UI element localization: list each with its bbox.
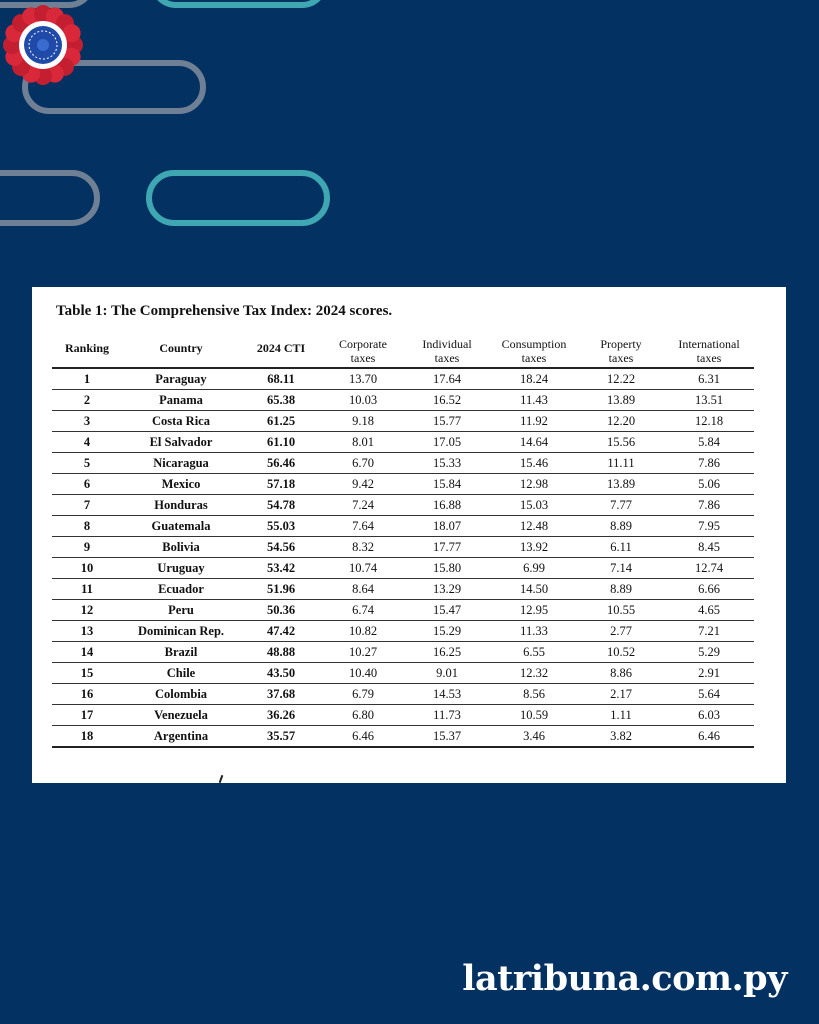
cell-individual: 15.77 xyxy=(404,411,490,432)
cell-international: 6.31 xyxy=(664,368,754,390)
cell-consumption: 15.46 xyxy=(490,453,578,474)
header-country: Country xyxy=(122,331,240,368)
cell-consumption: 10.59 xyxy=(490,705,578,726)
cell-corporate: 8.64 xyxy=(322,579,404,600)
cell-cti: 50.36 xyxy=(240,600,322,621)
cell-country: Peru xyxy=(122,600,240,621)
cell-consumption: 15.03 xyxy=(490,495,578,516)
score-table xyxy=(52,331,754,748)
cell-international: 7.95 xyxy=(664,516,754,537)
cell-property: 3.82 xyxy=(578,726,664,748)
cell-ranking: 13 xyxy=(52,621,122,642)
cell-country: Brazil xyxy=(122,642,240,663)
cell-international: 7.86 xyxy=(664,495,754,516)
cell-individual: 15.80 xyxy=(404,558,490,579)
table-row xyxy=(52,558,754,579)
cell-property: 7.14 xyxy=(578,558,664,579)
cell-ranking: 6 xyxy=(52,474,122,495)
table-row xyxy=(52,411,754,432)
cell-corporate: 9.42 xyxy=(322,474,404,495)
cell-ranking: 5 xyxy=(52,453,122,474)
cell-individual: 15.29 xyxy=(404,621,490,642)
cell-consumption: 18.24 xyxy=(490,368,578,390)
cell-ranking: 17 xyxy=(52,705,122,726)
cell-corporate: 10.27 xyxy=(322,642,404,663)
cell-consumption: 12.32 xyxy=(490,663,578,684)
cell-international: 7.86 xyxy=(664,453,754,474)
cell-property: 10.52 xyxy=(578,642,664,663)
cell-ranking: 15 xyxy=(52,663,122,684)
cell-individual: 15.37 xyxy=(404,726,490,748)
cell-corporate: 7.64 xyxy=(322,516,404,537)
cell-international: 6.66 xyxy=(664,579,754,600)
cell-international: 12.18 xyxy=(664,411,754,432)
cell-property: 13.89 xyxy=(578,390,664,411)
header-international: International taxes xyxy=(664,331,754,368)
cell-international: 5.64 xyxy=(664,684,754,705)
table-row xyxy=(52,705,754,726)
cell-country: Costa Rica xyxy=(122,411,240,432)
cell-property: 2.17 xyxy=(578,684,664,705)
cell-ranking: 4 xyxy=(52,432,122,453)
cell-ranking: 11 xyxy=(52,579,122,600)
table-row xyxy=(52,495,754,516)
cell-country: Paraguay xyxy=(122,368,240,390)
cell-international: 12.74 xyxy=(664,558,754,579)
cell-cti: 54.56 xyxy=(240,537,322,558)
cell-property: 12.20 xyxy=(578,411,664,432)
cell-cti: 37.68 xyxy=(240,684,322,705)
cell-individual: 11.73 xyxy=(404,705,490,726)
cell-property: 12.22 xyxy=(578,368,664,390)
cell-international: 2.91 xyxy=(664,663,754,684)
cell-individual: 14.53 xyxy=(404,684,490,705)
cell-property: 13.89 xyxy=(578,474,664,495)
cell-country: Dominican Rep. xyxy=(122,621,240,642)
header-cti: 2024 CTI xyxy=(240,331,322,368)
cell-property: 2.77 xyxy=(578,621,664,642)
table-row xyxy=(52,684,754,705)
cell-cti: 61.25 xyxy=(240,411,322,432)
cell-ranking: 10 xyxy=(52,558,122,579)
cell-cti: 65.38 xyxy=(240,390,322,411)
cell-ranking: 9 xyxy=(52,537,122,558)
table-row xyxy=(52,453,754,474)
cell-corporate: 6.80 xyxy=(322,705,404,726)
cell-property: 15.56 xyxy=(578,432,664,453)
cell-international: 5.29 xyxy=(664,642,754,663)
cell-property: 1.11 xyxy=(578,705,664,726)
table-row xyxy=(52,516,754,537)
site-domain: latribuna.com.py xyxy=(462,958,787,999)
cell-individual: 13.29 xyxy=(404,579,490,600)
table-row xyxy=(52,474,754,495)
decor-pill-4 xyxy=(0,170,100,226)
cell-corporate: 6.70 xyxy=(322,453,404,474)
table-row xyxy=(52,368,754,390)
cell-corporate: 6.74 xyxy=(322,600,404,621)
cell-individual: 9.01 xyxy=(404,663,490,684)
cell-international: 4.65 xyxy=(664,600,754,621)
cell-individual: 16.25 xyxy=(404,642,490,663)
cell-corporate: 7.24 xyxy=(322,495,404,516)
cell-corporate: 6.79 xyxy=(322,684,404,705)
decor-pill-2 xyxy=(150,0,328,8)
cell-corporate: 9.18 xyxy=(322,411,404,432)
cell-ranking: 7 xyxy=(52,495,122,516)
table-row xyxy=(52,390,754,411)
cell-consumption: 13.92 xyxy=(490,537,578,558)
cell-property: 10.55 xyxy=(578,600,664,621)
table-row xyxy=(52,726,754,748)
cell-ranking: 18 xyxy=(52,726,122,748)
cell-cti: 55.03 xyxy=(240,516,322,537)
cell-country: El Salvador xyxy=(122,432,240,453)
header-property: Property taxes xyxy=(578,331,664,368)
table-row xyxy=(52,621,754,642)
cell-individual: 15.84 xyxy=(404,474,490,495)
cell-property: 6.11 xyxy=(578,537,664,558)
cell-consumption: 14.50 xyxy=(490,579,578,600)
cell-cti: 51.96 xyxy=(240,579,322,600)
cell-cti: 47.42 xyxy=(240,621,322,642)
cell-cti: 57.18 xyxy=(240,474,322,495)
cell-ranking: 2 xyxy=(52,390,122,411)
cell-corporate: 13.70 xyxy=(322,368,404,390)
table-row xyxy=(52,579,754,600)
cell-corporate: 10.82 xyxy=(322,621,404,642)
cell-corporate: 8.32 xyxy=(322,537,404,558)
cell-property: 8.89 xyxy=(578,579,664,600)
cell-individual: 17.05 xyxy=(404,432,490,453)
cell-international: 6.03 xyxy=(664,705,754,726)
table-body xyxy=(52,368,754,747)
cell-country: Honduras xyxy=(122,495,240,516)
cell-corporate: 10.74 xyxy=(322,558,404,579)
cell-consumption: 6.99 xyxy=(490,558,578,579)
header-ranking: Ranking xyxy=(52,331,122,368)
cell-corporate: 10.40 xyxy=(322,663,404,684)
cell-consumption: 8.56 xyxy=(490,684,578,705)
cell-individual: 17.77 xyxy=(404,537,490,558)
cell-country: Bolivia xyxy=(122,537,240,558)
cell-ranking: 1 xyxy=(52,368,122,390)
cell-property: 11.11 xyxy=(578,453,664,474)
cell-consumption: 6.55 xyxy=(490,642,578,663)
cell-consumption: 12.95 xyxy=(490,600,578,621)
cell-international: 6.46 xyxy=(664,726,754,748)
cell-country: Mexico xyxy=(122,474,240,495)
cell-consumption: 12.48 xyxy=(490,516,578,537)
cell-ranking: 12 xyxy=(52,600,122,621)
document-card xyxy=(32,287,786,783)
cell-corporate: 8.01 xyxy=(322,432,404,453)
cell-country: Venezuela xyxy=(122,705,240,726)
cell-individual: 16.88 xyxy=(404,495,490,516)
header-individual: Individual taxes xyxy=(404,331,490,368)
cell-international: 5.84 xyxy=(664,432,754,453)
cell-individual: 15.33 xyxy=(404,453,490,474)
cell-ranking: 8 xyxy=(52,516,122,537)
header-corporate: Corporate taxes xyxy=(322,331,404,368)
decor-pill-5 xyxy=(146,170,330,226)
cell-country: Chile xyxy=(122,663,240,684)
cell-cti: 54.78 xyxy=(240,495,322,516)
cell-individual: 16.52 xyxy=(404,390,490,411)
cell-consumption: 3.46 xyxy=(490,726,578,748)
table-row xyxy=(52,642,754,663)
cell-consumption: 14.64 xyxy=(490,432,578,453)
cell-cti: 56.46 xyxy=(240,453,322,474)
cell-international: 13.51 xyxy=(664,390,754,411)
table-row xyxy=(52,537,754,558)
cell-country: Guatemala xyxy=(122,516,240,537)
cell-corporate: 10.03 xyxy=(322,390,404,411)
cell-consumption: 11.92 xyxy=(490,411,578,432)
cell-cti: 43.50 xyxy=(240,663,322,684)
cell-property: 7.77 xyxy=(578,495,664,516)
cell-individual: 17.64 xyxy=(404,368,490,390)
cell-international: 8.45 xyxy=(664,537,754,558)
cell-country: Argentina xyxy=(122,726,240,748)
seal-icon xyxy=(2,4,84,86)
header-consumption: Consumption taxes xyxy=(490,331,578,368)
cell-cti: 61.10 xyxy=(240,432,322,453)
cell-cti: 48.88 xyxy=(240,642,322,663)
table-row xyxy=(52,432,754,453)
cell-individual: 18.07 xyxy=(404,516,490,537)
table-header-row xyxy=(52,331,754,368)
table-row xyxy=(52,600,754,621)
cell-ranking: 3 xyxy=(52,411,122,432)
cell-consumption: 11.33 xyxy=(490,621,578,642)
table-title: Table 1: The Comprehensive Tax Index: 2024 scores. xyxy=(56,303,393,319)
cell-consumption: 11.43 xyxy=(490,390,578,411)
cell-country: Uruguay xyxy=(122,558,240,579)
cell-property: 8.89 xyxy=(578,516,664,537)
cell-cti: 53.42 xyxy=(240,558,322,579)
cell-cti: 36.26 xyxy=(240,705,322,726)
cell-individual: 15.47 xyxy=(404,600,490,621)
cell-ranking: 16 xyxy=(52,684,122,705)
cell-property: 8.86 xyxy=(578,663,664,684)
cell-country: Colombia xyxy=(122,684,240,705)
cell-corporate: 6.46 xyxy=(322,726,404,748)
cell-consumption: 12.98 xyxy=(490,474,578,495)
cell-country: Panama xyxy=(122,390,240,411)
cell-country: Ecuador xyxy=(122,579,240,600)
cell-international: 7.21 xyxy=(664,621,754,642)
cell-ranking: 14 xyxy=(52,642,122,663)
cell-international: 5.06 xyxy=(664,474,754,495)
cell-cti: 35.57 xyxy=(240,726,322,748)
table-row xyxy=(52,663,754,684)
cell-cti: 68.11 xyxy=(240,368,322,390)
cell-country: Nicaragua xyxy=(122,453,240,474)
